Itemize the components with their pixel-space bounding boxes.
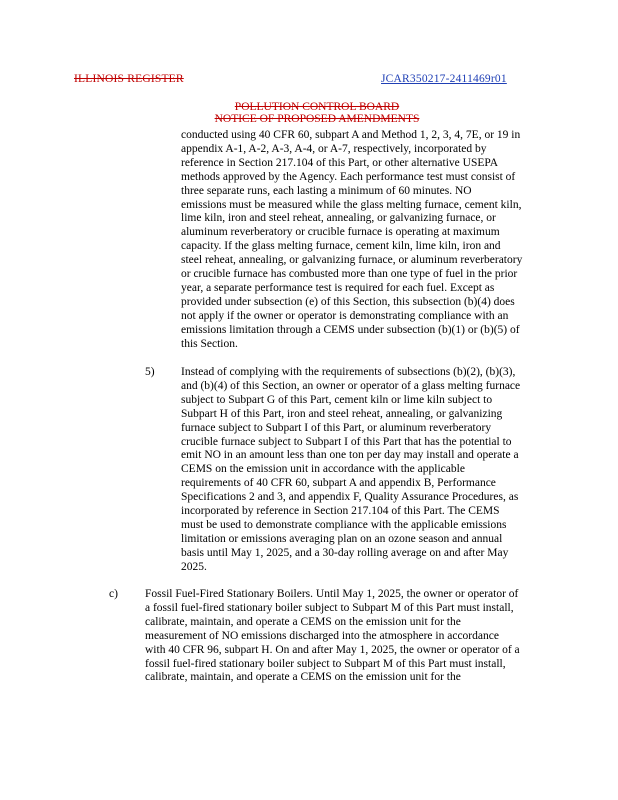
document-code-suffix: r01 <box>490 73 507 85</box>
notice-title: NOTICE OF PROPOSED AMENDMENTS <box>214 113 420 125</box>
text-line: this Section. <box>181 337 238 350</box>
text-line: subject to Subpart G of this Part, cement kiln or lime kiln subject to <box>181 393 493 406</box>
text-line: aluminum reverberatory or crucible furnace is operating at maximum <box>181 226 500 239</box>
text-line: basis until May 1, 2025, and a 30-day rolling average on and after May <box>181 546 509 559</box>
text-line: calibrate, maintain, and operate a CEMS on the emission unit for the <box>145 671 461 684</box>
board-name: POLLUTION CONTROL BOARD <box>234 101 400 113</box>
text-line: Subpart H of this Part, iron and steel reheat, annealing, or galvanizing <box>181 407 503 420</box>
text-line: methods approved by the Agency. Each performance test must consist of <box>181 170 516 183</box>
document-code <box>381 73 507 85</box>
text-line: three separate runs, each lasting a minimum of 60 minutes. NO <box>181 184 472 197</box>
register-title: ILLINOIS REGISTER <box>74 73 184 85</box>
text-line: emissions limitation through a CEMS under subsection (b)(1) or (b)(5) of <box>181 323 520 336</box>
continuation-paragraph <box>181 129 581 352</box>
text-line: with 40 CFR 96, subpart H. On and after May 1, 2025, the owner or operator of a <box>145 643 520 656</box>
text-line: 2025. <box>181 560 207 573</box>
text-line: calibrate, maintain, and operate a CEMS on the emission unit for the <box>145 615 461 628</box>
text-line: steel reheat, annealing, or galvanizing furnace, or aluminum reverberatory <box>181 254 523 267</box>
text-line: crucible furnace subject to Subpart I of this Part that has the potential to <box>181 435 512 448</box>
item-5-paragraph <box>181 366 581 575</box>
text-line: not apply if the owner or operator is demonstrating compliance with an <box>181 309 509 322</box>
text-line: CEMS on the emission unit in accordance with the applicable <box>181 463 465 476</box>
text-line: furnace subject to Subpart I of this Part, or aluminum reverberatory <box>181 421 492 434</box>
text-line: incorporated by reference in Section 217.104 of this Part. The CEMS <box>181 505 500 518</box>
text-line: fossil fuel-fired stationary boiler subject to Subpart M of this Part must install, <box>145 657 506 670</box>
text-line: Instead of complying with the requirements of subsections (b)(2), (b)(3), <box>181 366 516 378</box>
text-line: Specifications 2 and 3, and appendix F, Quality Assurance Procedures, as <box>181 491 519 504</box>
document-code-main: JCAR350217-2411469 <box>381 73 491 85</box>
text-line: measurement of NO emissions discharged into the atmosphere in accordance <box>145 629 499 642</box>
text-line: must be used to demonstrate compliance with the applicable emissions <box>181 518 507 531</box>
item-number-5: 5) <box>145 366 155 378</box>
text-line: emit NO in an amount less than one ton per day may install and operate a <box>181 449 519 462</box>
text-line: requirements of 40 CFR 60, subpart A and appendix B, Performance <box>181 477 496 490</box>
item-c-paragraph <box>145 588 585 685</box>
text-line: or crucible furnace has combusted more than one type of fuel in the prior <box>181 268 518 281</box>
text-line: reference in Section 217.104 of this Part, or other alternative USEPA <box>181 156 499 169</box>
text-line: lime kiln, iron and steel reheat, annealing, or galvanizing furnace, or <box>181 212 496 225</box>
item-number-c: c) <box>109 588 118 600</box>
text-line: conducted using 40 CFR 60, subpart A and Method 1, 2, 3, 4, 7E, or 19 in <box>181 129 521 141</box>
text-line: capacity. If the glass melting furnace, cement kiln, lime kiln, iron and <box>181 240 501 253</box>
text-line: and (b)(4) of this Section, an owner or operator of a glass melting furnace <box>181 379 521 392</box>
text-line: emissions must be measured while the glass melting furnace, cement kiln, <box>181 198 522 211</box>
text-line: Fossil Fuel-Fired Stationary Boilers. Until May 1, 2025, the owner or operator of <box>145 588 519 600</box>
text-line: a fossil fuel-fired stationary boiler subject to Subpart M of this Part must install, <box>145 601 514 614</box>
text-line: limitation or emissions averaging plan on an ozone season and annual <box>181 532 503 545</box>
text-line: year, a separate performance test is required for each fuel. Except as <box>181 281 495 294</box>
text-line: provided under subsection (e) of this Section, this subsection (b)(4) does <box>181 295 515 308</box>
text-line: appendix A-1, A-2, A-3, A-4, or A-7, respectively, incorporated by <box>181 142 487 155</box>
